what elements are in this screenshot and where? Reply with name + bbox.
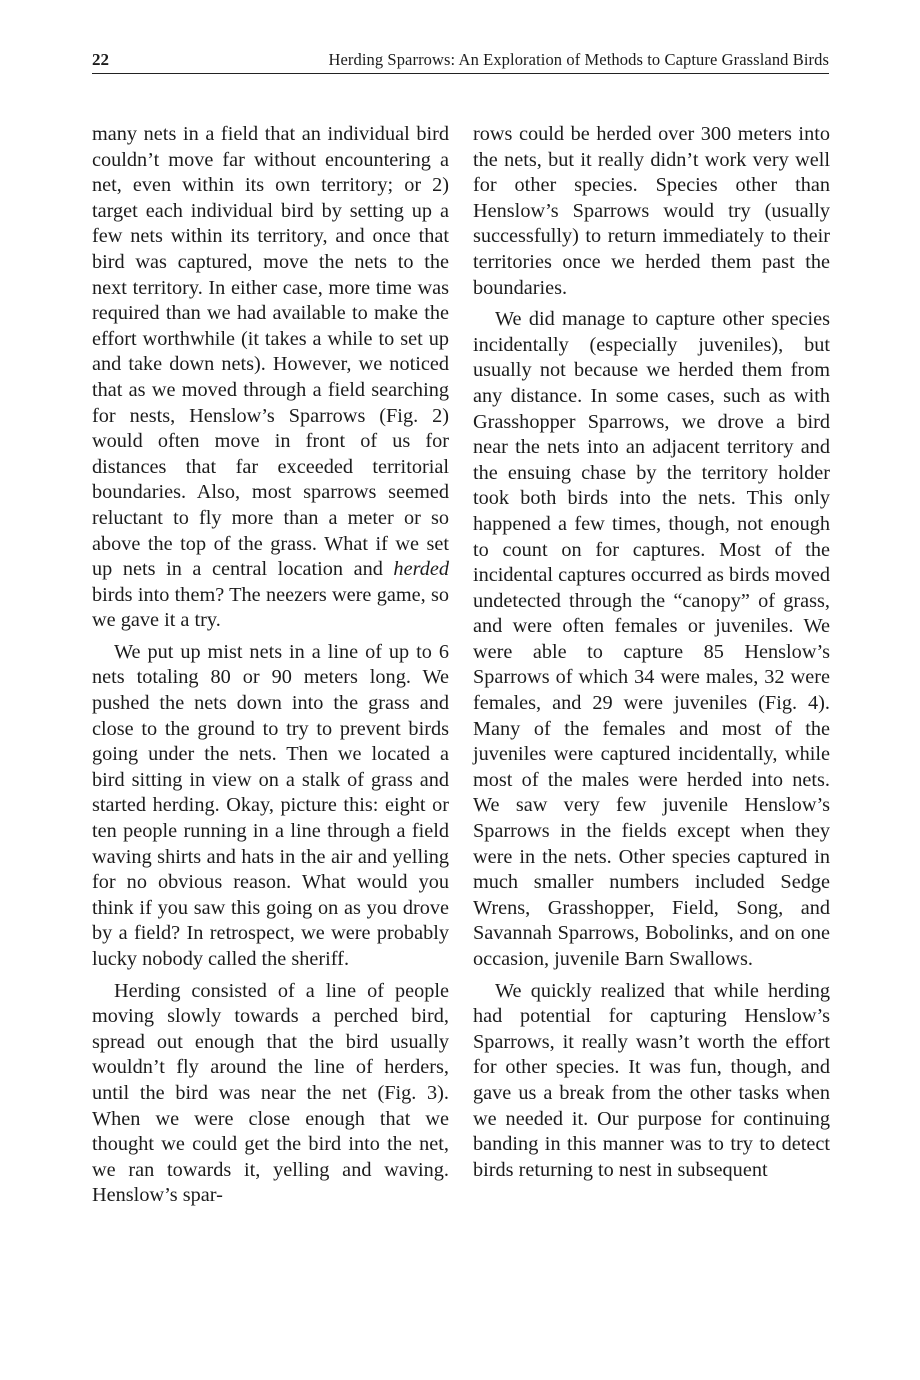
left-paragraph-3: Herding consisted of a line of people moving slowly towards a perched bird, spread out enough that the bird usually wouldn’t fly around the line of herders, until the bird was near the net (Fig. 3). When we were close enough that we thought we could get the bird into the net, we ran towards it, yelling and waving. Henslow’s spar- — [92, 979, 449, 1207]
italic-herded: herded — [393, 558, 449, 581]
left-paragraph-1-end: birds into them? The neezers were game, so we gave it a try. — [92, 583, 449, 632]
right-paragraph-2: We did manage to capture other species incidentally (especially juveniles), but usually not because we herded them from any distance. In some cases, such as with Grasshopper Sparrows, we drove a bird near the nets into an adjacent territory and the ensuing chase by the territory holder took both birds into the nets. This only happened a few times, though, not enough to count on for captures. Most of the incidental captures occurred as birds moved undetected through the “canopy” of grass, and were often females or juveniles. We were able to capture 85 Henslow’s Sparrows of which 34 were males, 32 were females, and 29 were juveniles (Fig. 4). Many of the females and most of the juveniles were captured incidentally, while most of the males were herded into nets. We saw very few juvenile Henslow’s Sparrows in the fields except when they were in the nets. Other species captured in much smaller numbers included Sedge Wrens, Grasshopper, Field, Song, and Savannah Sparrows, Bobolinks, and on one occasion, juvenile Barn Swallows. — [473, 308, 830, 970]
left-paragraph-1-text: many nets in a field that an individual bird couldn’t move far without encountering a net, even within its own territory; or 2) target each individual bird by setting up a few nets within its territory, and once that bird was captured, move the nets to the next territory. In either case, more time was required than we had available to make the effort worthwhile (it takes a while to set up and take down nets). However, we noticed that as we moved through a field searching for nests, Henslow’s Sparrows (Fig. 2) would often move in front of us for distances that far exceeded territorial boundaries. Also, most sparrows seemed reluctant to fly more than a meter or so above the top of the grass. What if we set up nets in a central location and — [92, 123, 449, 581]
right-paragraph-1: rows could be herded over 300 meters into the nets, but it really didn’t work very well for other species. Species other than Henslow’s Sparrows would try (usually successfully) to return immediately to their territories once we herded them past the boundaries. — [473, 123, 830, 299]
page-number: 22 — [92, 50, 109, 69]
left-paragraph-1 — [92, 122, 449, 634]
right-paragraph-3: We quickly realized that while herding had potential for capturing Henslow’s Sparrows, it really wasn’t worth the effort for other species. It was fun, though, and gave us a break from the other tasks when we needed it. Our purpose for continuing banding in this manner was to try to detect birds returning to nest in subsequent — [473, 979, 830, 1181]
running-title: Herding Sparrows: An Exploration of Methods to Capture Grassland Birds — [328, 50, 829, 69]
left-column — [92, 122, 449, 1209]
right-column — [473, 122, 830, 1183]
left-paragraph-2: We put up mist nets in a line of up to 6 nets totaling 80 or 90 meters long. We pushed the nets down into the grass and close to the ground to try to prevent birds going under the nets. Then we located a bird sitting in view on a stalk of grass and started herding. Okay, picture this: eight or ten people running in a line through a field waving shirts and hats in the air and yelling for no obvious reason. What would you think if you saw this going on as you drove by a field? In retrospect, we were probably lucky nobody called the sheriff. — [92, 640, 449, 970]
page-header — [92, 50, 829, 72]
header-rule — [92, 73, 829, 74]
